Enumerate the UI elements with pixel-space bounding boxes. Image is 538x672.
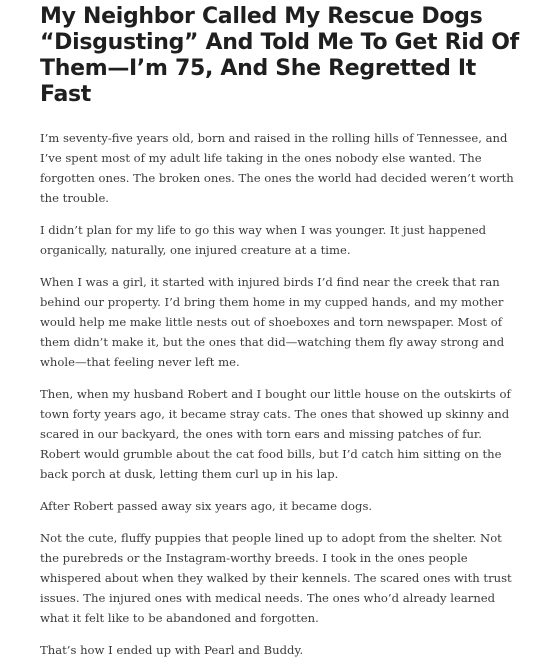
paragraph: Not the cute, fluffy puppies that people lined up to adopt from the shelter. Not the purebreds or the Instagram-worthy breeds. I took in the ones people whispered about when they walked by their kennels. The scared ones with trust issues. The injured ones with medical needs. The ones who’d already learned what it felt like to be abandoned and forgotten. [40,531,512,625]
paragraph: I didn’t plan for my life to go this way when I was younger. It just happened organically, naturally, one injured creature at a time. [40,223,487,257]
paragraph: Then, when my husband Robert and I bought our little house on the outskirts of town forty years ago, it became stray cats. The ones that showed up skinny and scared in our backyard, the ones with torn ears and missing patches of fur. Robert would grumble about the cat food bills, but I’d catch him sitting on the back porch at dusk, letting them curl up in his lap. [40,387,511,481]
article [40,0,520,672]
article-title: My Neighbor Called My Rescue Dogs “Disgusting” And Told Me To Get Rid Of Them—I’m 75, And She Regretted It Fast [40,4,519,107]
paragraph: When I was a girl, it started with injured birds I’d find near the creek that ran behind our property. I’d bring them home in my cupped hands, and my mother would help me make little nests out of shoeboxes and torn newspaper. Most of them didn’t make it, but the ones that did—watching them fly away strong and whole—that feeling never left me. [40,275,505,369]
paragraph: After Robert passed away six years ago, it became dogs. [40,499,373,513]
paragraph: I’m seventy-five years old, born and raised in the rolling hills of Tennessee, and I’ve spent most of my adult life taking in the ones nobody else wanted. The forgotten ones. The broken ones. The ones the world had decided weren’t worth the trouble. [40,131,514,205]
paragraph: That’s how I ended up with Pearl and Buddy. [40,643,304,657]
article-body [40,128,520,660]
